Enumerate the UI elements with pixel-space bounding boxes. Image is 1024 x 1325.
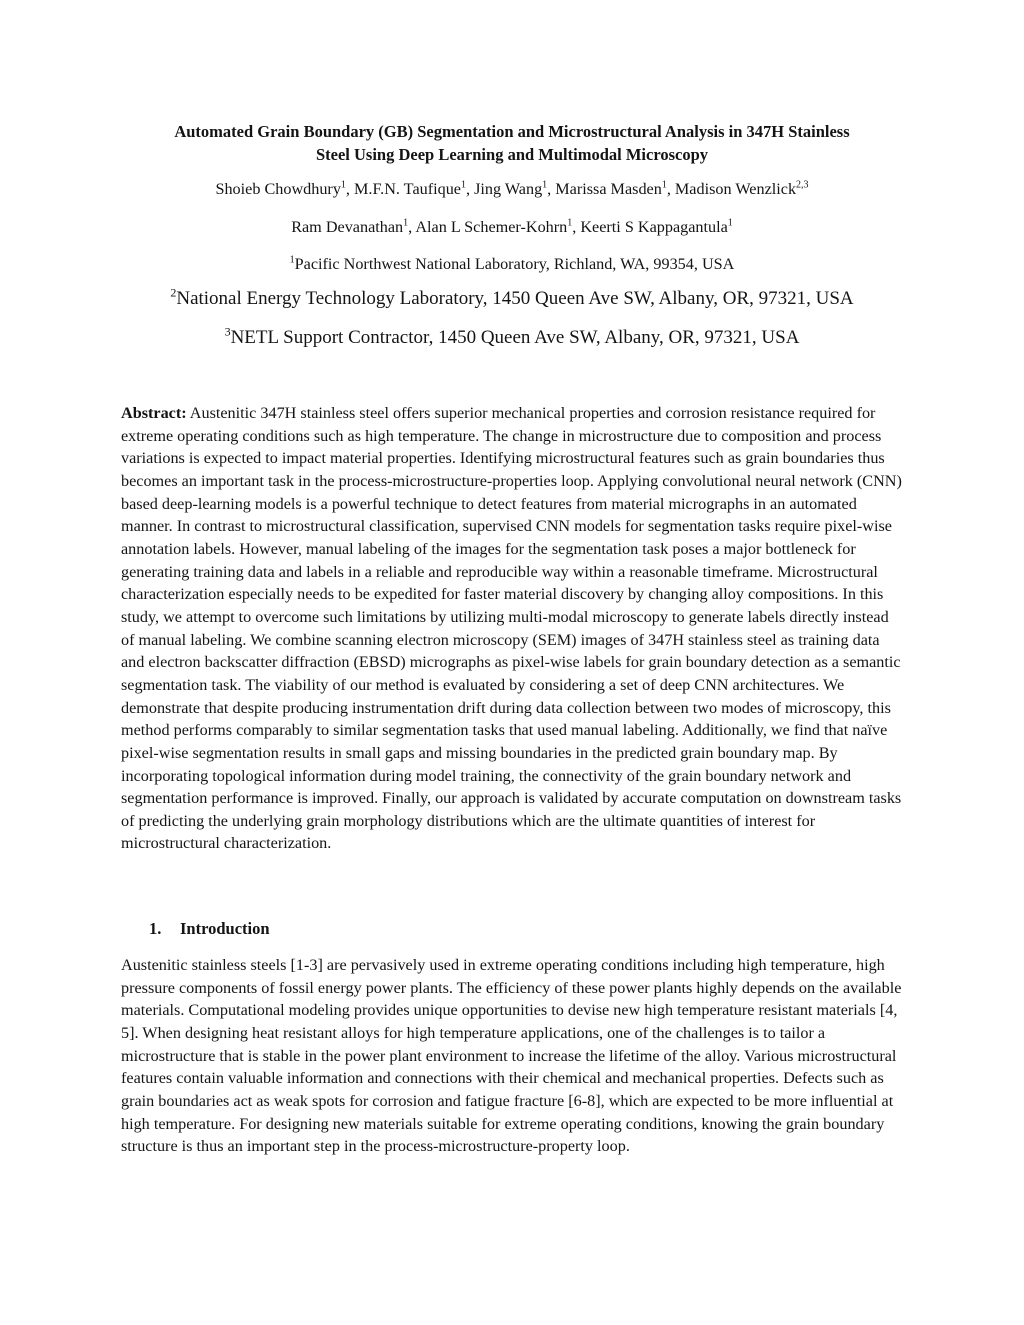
- abstract-text: Austenitic 347H stainless steel offers superior mechanical properties and corrosion resistance required for extreme operating conditions such as high temperature. The change in microstructure due to composition and process variations is expected to impact material properties. Identifying microstructural features such as grain boundaries thus becomes an important task in the process-microstructure-properties loop. Applying convolutional neural network (CNN) based deep-learning models is a powerful technique to detect features from material micrographs in an automated manner. In contrast to microstructural classification, supervised CNN models for segmentation tasks require pixel-wise annotation labels. However, manual labeling of the images for the segmentation task poses a major bottleneck for generating training data and labels in a reliable and reproducible way within a reasonable timeframe. Microstructural characterization especially needs to be expedited for faster material discovery by changing alloy compositions. In this study, we attempt to overcome such limitations by utilizing multi-modal microscopy to generate labels directly instead of manual labeling. We combine scanning electron microscopy (SEM) images of 347H stainless steel as training data and electron backscatter diffraction (EBSD) micrographs as pixel-wise labels for grain boundary detection as a semantic segmentation task. The viability of our method is evaluated by considering a set of deep CNN architectures. We demonstrate that despite producing instrumentation drift during data collection between two modes of microscopy, this method performs comparably to similar segmentation tasks that used manual labeling. Additionally, we find that naïve pixel-wise segmentation results in small gaps and missing boundaries in the predicted grain boundary map. By incorporating topological information during model training, the connectivity of the grain boundary network and segmentation performance is improved. Finally, our approach is validated by accurate computation on downstream tasks of predicting the underlying grain morphology distributions which are the ultimate quantities of interest for microstructural characterization.: [121, 404, 902, 853]
- affiliation-mark: 2: [170, 285, 177, 300]
- author-name: M.F.N. Taufique: [354, 180, 461, 198]
- authors-line-2: [100, 216, 924, 238]
- abstract: [121, 402, 903, 855]
- affiliation-text: NETL Support Contractor, 1450 Queen Ave SW, Albany, OR, 97321, USA: [230, 327, 800, 348]
- author-sep: ,: [408, 218, 416, 236]
- authors-line-1: [100, 178, 924, 200]
- author-name: Ram Devanathan: [291, 218, 404, 236]
- title-line-2: Steel Using Deep Learning and Multimodal Microscopy: [315, 145, 709, 164]
- affiliation-text: Pacific Northwest National Laboratory, Richland, WA, 99354, USA: [294, 255, 735, 273]
- author-affil-mark: 1: [661, 179, 667, 191]
- author-sep: ,: [666, 180, 675, 198]
- affiliation-2: [100, 285, 924, 310]
- author-sep: ,: [547, 180, 556, 198]
- affiliation-mark: 1: [289, 254, 295, 266]
- author-sep: ,: [345, 180, 354, 198]
- author-name: Alan L Schemer-Kohrn: [415, 218, 568, 236]
- author-affil-mark: 2,3: [796, 179, 809, 191]
- affiliation-text: National Energy Technology Laboratory, 1450 Queen Ave SW, Albany, OR, 97321, USA: [176, 288, 854, 309]
- author-name: Marissa Masden: [555, 180, 662, 198]
- author-sep: ,: [465, 180, 475, 198]
- author-name: Jing Wang: [474, 180, 543, 198]
- author-affil-mark: 1: [460, 179, 466, 191]
- section-title: Introduction: [180, 919, 270, 938]
- abstract-label: Abstract:: [121, 404, 187, 422]
- introduction-paragraph: [121, 954, 903, 1158]
- section-heading-introduction: [149, 917, 270, 940]
- intro-text: Austenitic stainless steels [1-3] are pervasively used in extreme operating conditions including high temperature, high pressure components of fossil energy power plants. The efficiency of these power plants highly depends on the available materials. Computational modeling provides unique opportunities to devise new high temperature resistant materials [4, 5]. When designing heat resistant alloys for high temperature applications, one of the challenges is to tailor a microstructure that is stable in the power plant environment to increase the lifetime of the alloy. Various microstructural features contain valuable information and connections with their chemical and mechanical properties. Defects such as grain boundaries act as weak spots for corrosion and fatigue fracture [6-8], which are expected to be more influential at high temperature. For designing new materials suitable for extreme operating conditions, knowing the grain boundary structure is thus an important step in the process-microstructure-property loop.: [121, 956, 902, 1156]
- title-line-1: Automated Grain Boundary (GB) Segmentation and Microstructural Analysis in 347H Stainless: [174, 122, 850, 141]
- section-number: 1.: [149, 919, 162, 938]
- affiliation-mark: 3: [224, 324, 231, 339]
- author-name: Madison Wenzlick: [674, 180, 797, 198]
- author-affil-mark: 1: [567, 217, 573, 229]
- author-affil-mark: 1: [542, 179, 548, 191]
- author-name: Shoieb Chowdhury: [215, 180, 341, 198]
- author-affil-mark: 1: [403, 217, 409, 229]
- affiliation-1: [100, 253, 924, 275]
- author-name: Keerti S Kappagantula: [580, 218, 728, 236]
- paper-title: [100, 120, 924, 166]
- affiliation-3: [100, 324, 924, 349]
- author-affil-mark: 1: [727, 217, 733, 229]
- author-sep: ,: [572, 218, 581, 236]
- author-affil-mark: 1: [340, 179, 346, 191]
